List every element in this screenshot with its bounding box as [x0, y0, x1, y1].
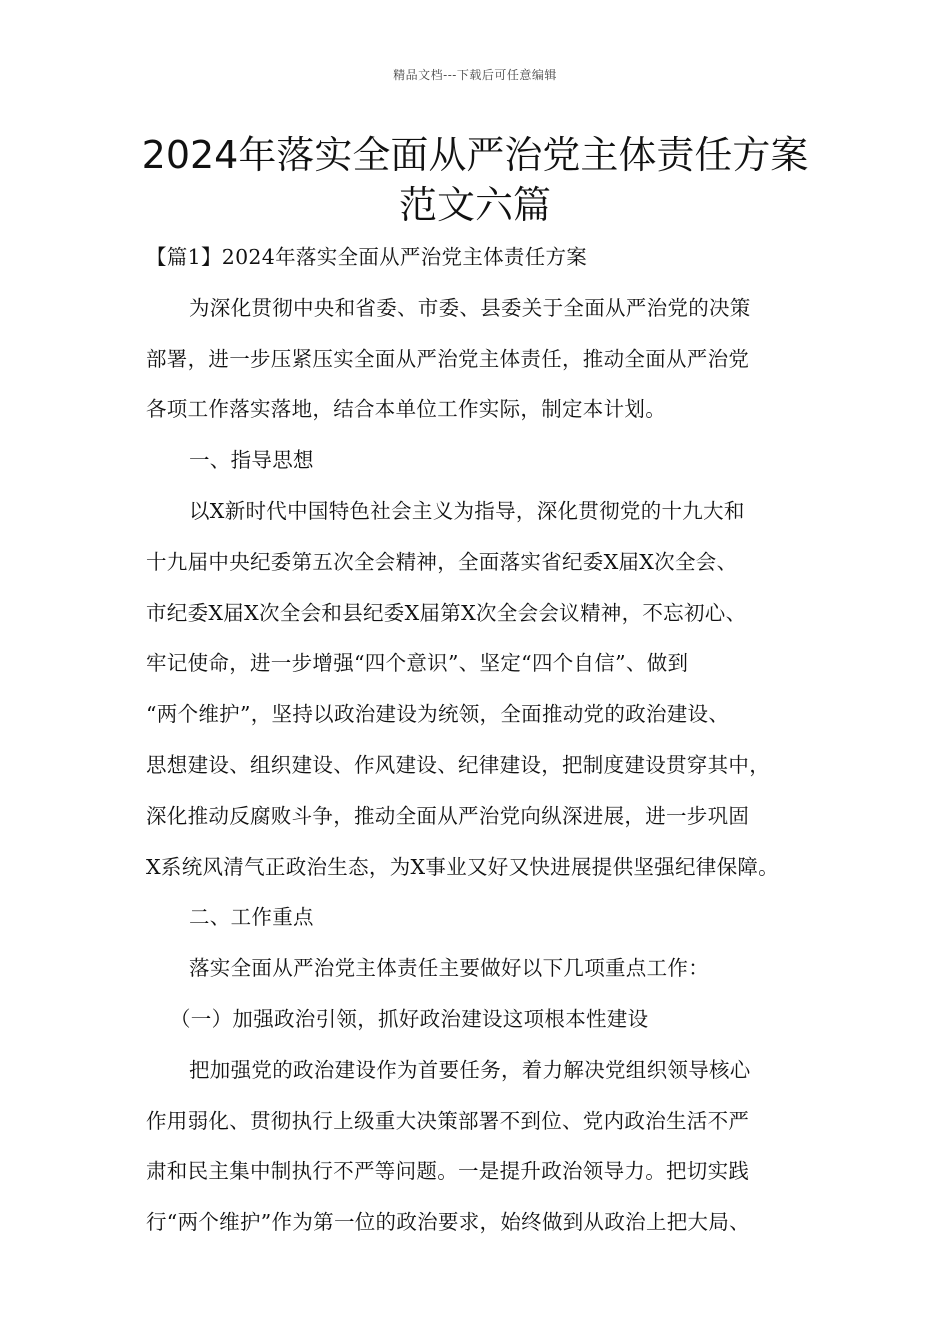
paragraph-line: 作用弱化、贯彻执行上级重大决策部署不到位、党内政治生活不严	[146, 1108, 750, 1133]
subsection-heading-1: （一）加强政治引领，抓好政治建设这项根本性建设	[170, 1006, 649, 1031]
paragraph-line: 为深化贯彻中央和省委、市委、县委关于全面从严治党的决策	[189, 295, 751, 320]
paragraph-line: 行“两个维护”作为第一位的政治要求，始终做到从政治上把大局、	[146, 1210, 750, 1235]
section-heading-chapter-1: 【篇1】2024年落实全面从严治党主体责任方案	[146, 245, 588, 269]
paragraph-line: 肃和民主集中制执行不严等问题。一是提升政治领导力。把切实践	[146, 1159, 750, 1184]
paragraph-line: 十九届中央纪委第五次全会精神，全面落实省纪委X届X次全会、	[146, 549, 738, 574]
paragraph-line: 把加强党的政治建设作为首要任务，着力解决党组织领导核心	[189, 1057, 751, 1082]
section-heading-work-focus: 二、工作重点	[189, 905, 314, 930]
paragraph-line: 部署，进一步压紧压实全面从严治党主体责任，推动全面从严治党	[146, 346, 750, 371]
paragraph-line: 牢记使命，进一步增强“四个意识”、坚定“四个自信”、做到	[146, 651, 689, 676]
paragraph-line: 落实全面从严治党主体责任主要做好以下几项重点工作：	[189, 956, 709, 981]
paragraph-line: 以X新时代中国特色社会主义为指导，深化贯彻党的十九大和	[189, 498, 745, 523]
paragraph-line: 各项工作落实落地，结合本单位工作实际，制定本计划。	[146, 397, 666, 422]
paragraph-line: 思想建设、组织建设、作风建设、纪律建设，把制度建设贯穿其中，	[146, 752, 770, 777]
section-heading-guiding-thought: 一、指导思想	[189, 448, 314, 473]
paragraph-line: 市纪委X届X次全会和县纪委X届第X次全会会议精神，不忘初心、	[146, 600, 747, 625]
header-note: 精品文档---下载后可任意编辑	[393, 68, 557, 82]
paragraph-line: 深化推动反腐败斗争，推动全面从严治党向纵深进展，进一步巩固	[146, 803, 750, 828]
document-body	[146, 232, 826, 1248]
document-title-line-1: 2024年落实全面从严治党主体责任方案	[141, 133, 809, 177]
paragraph-line: “两个维护”，坚持以政治建设为统领，全面推动党的政治建设、	[146, 702, 730, 727]
paragraph-line: X系统风清气正政治生态，为X事业又好又快进展提供坚强纪律保障。	[146, 854, 779, 879]
document-title-line-2: 范文六篇	[398, 183, 551, 227]
document-title	[120, 130, 830, 230]
